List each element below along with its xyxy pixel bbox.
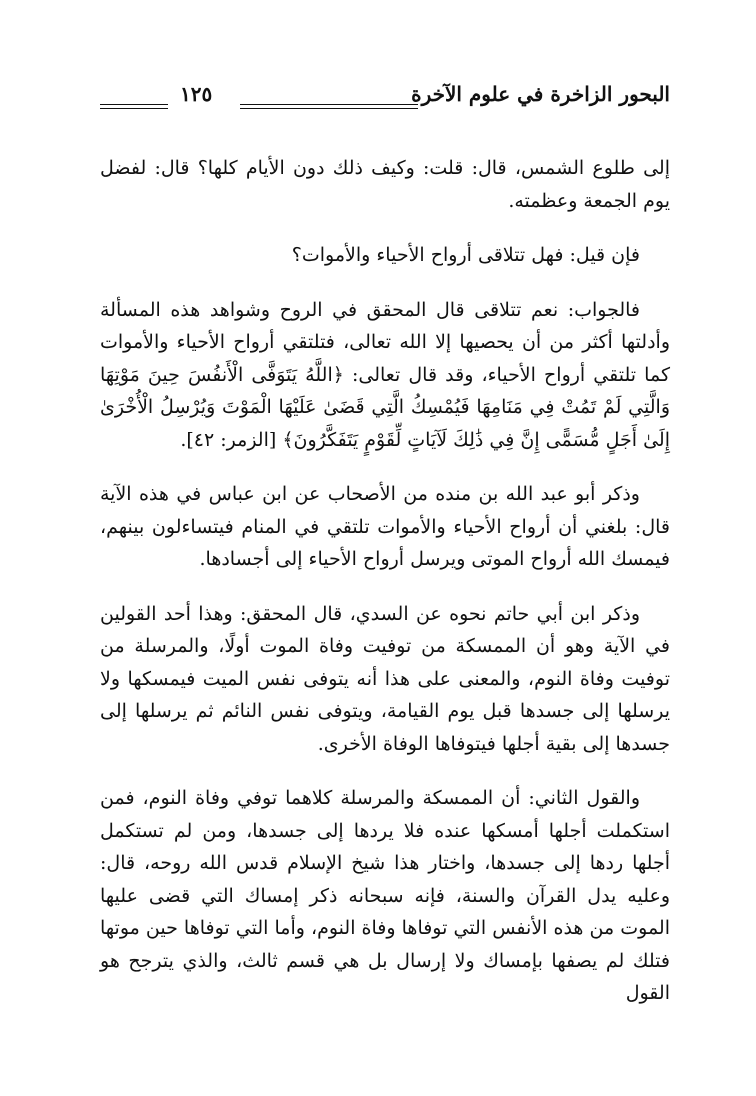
verse-citation: [الزمر: ٤٢]. [180,428,277,451]
body-text [100,152,670,1010]
paragraph: فالجواب: نعم تتلاقى قال المحقق في الروح وشواهد هذه المسألة وأدلتها أكثر من أن يحصيها إلا الله تعالى، فتلتقي أرواح الأحياء والأموات كما تلتقي أرواح الأحياء، وقد قال تعالى: ﴿اللَّهُ يَتَوَفَّى الْأَنفُسَ حِينَ مَوْتِهَا وَالَّتِي لَمْ تَمُتْ فِي مَنَامِهَا فَيُمْسِكُ الَّتِي قَضَىٰ عَلَيْهَا الْمَوْتَ وَيُرْسِلُ الْأُخْرَىٰ إِلَىٰ أَجَلٍ مُّسَمًّى إِنَّ فِي ذَٰلِكَ لَآيَاتٍ لِّقَوْمٍ يَتَفَكَّرُونَ﴾ [الزمر: ٤٢]. [100,298,670,451]
paragraph: فإن قيل: فهل تتلاقى أرواح الأحياء والأموات؟ [291,244,640,266]
paragraph: وذكر أبو عبد الله بن منده من الأصحاب عن ابن عباس في هذه الآية قال: بلغني أن أرواح الأحياء والأموات تلتقي في المنام فيتساءلون بينهم، فيمسك الله أرواح الموتى ويرسل أرواح الأحياء إلى أجسادها. [100,483,670,570]
quran-verse: اللَّهُ يَتَوَفَّى الْأَنفُسَ حِينَ مَوْتِهَا وَالَّتِي لَمْ تَمُتْ فِي مَنَامِهَا فَيُمْسِكُ الَّتِي قَضَىٰ عَلَيْهَا الْمَوْتَ وَيُرْسِلُ الْأُخْرَىٰ إِلَىٰ أَجَلٍ مُّسَمًّى إِنَّ فِي ذَٰلِكَ لَآيَاتٍ لِّقَوْمٍ يَتَفَكَّرُونَ [100,363,670,451]
paragraph: إلى طلوع الشمس، قال: قلت: وكيف ذلك دون الأيام كلها؟ قال: لفضل يوم الجمعة وعظمته. [100,157,670,212]
quran-close-bracket: ﴾ [282,428,294,451]
book-page [100,82,670,1062]
paragraph: والقول الثاني: أن الممسكة والمرسلة كلاهما توفي وفاة النوم، فمن استكملت أجلها أمسكها عنده فلا يردها إلى جسدها، ومن لم تستكمل أجلها ردها إلى جسدها، واختار هذا شيخ الإسلام قدس الله روحه، قال: وعليه يدل القرآن والسنة، فإنه سبحانه ذكر إمساك التي قضى عليها الموت من هذه الأنفس التي توفاها وفاة النوم، وأما التي توفاها حين موتها فتلك لم يصفها بإمساك ولا إرسال بل هي قسم ثالث، والذي يترجح هو القول [100,787,670,1004]
running-title: البحور الزاخرة في علوم الآخرة [411,82,670,106]
header-rule [240,104,418,109]
page-number-rule [100,104,168,109]
page-number: ١٢٥ [180,82,213,106]
quran-open-bracket: ﴿ [332,363,344,386]
paragraph: وذكر ابن أبي حاتم نحوه عن السدي، قال المحقق: وهذا أحد القولين في الآية وهو أن الممسكة من توفيت وفاة الموت أولًا، والمرسلة من توفيت وفاة النوم، والمعنى على هذا أنه يتوفى نفس الميت فيمسكها ولا يرسلها إلى جسدها قبل يوم القيامة، ويتوفى نفس النائم ثم يرسلها إلى جسدها إلى بقية أجلها فيتوفاها الوفاة الأخرى. [100,602,670,755]
page-header [100,82,670,116]
